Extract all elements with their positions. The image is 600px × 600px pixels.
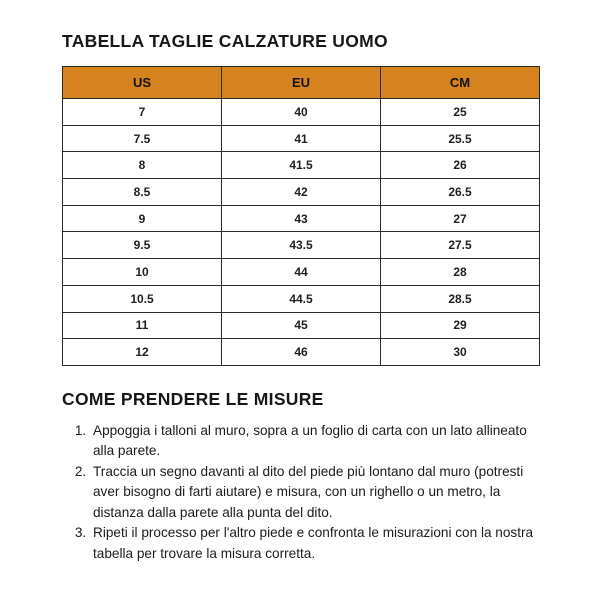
page-title: TABELLA TAGLIE CALZATURE UOMO xyxy=(62,31,388,51)
table-cell: 42 xyxy=(222,179,381,206)
section-title: COME PRENDERE LE MISURE xyxy=(62,388,324,409)
table-row xyxy=(63,152,540,179)
table-cell: 10 xyxy=(63,259,222,286)
table-row xyxy=(63,205,540,232)
table-row xyxy=(63,339,540,366)
table-cell: 45 xyxy=(222,312,381,339)
table-row xyxy=(63,99,540,126)
table-cell: 41 xyxy=(222,125,381,152)
table-cell: 28.5 xyxy=(381,285,540,312)
table-cell: 26 xyxy=(381,152,540,179)
table-row xyxy=(63,179,540,206)
table-cell: 12 xyxy=(63,339,222,366)
instruction-item: 2. Traccia un segno davanti al dito del piede più lontano dal muro (potresti aver bisogno di farti aiutare) e misura, con un righello o un metro, la distanza dalla parete alla punta del dito. xyxy=(90,462,540,524)
column-header-cm: CM xyxy=(381,67,540,99)
table-cell: 26.5 xyxy=(381,179,540,206)
table-cell: 8 xyxy=(63,152,222,179)
table-cell: 40 xyxy=(222,99,381,126)
instruction-item: 1. Appoggia i talloni al muro, sopra a un foglio di carta con un lato allineato alla parete. xyxy=(90,421,540,462)
table-cell: 7 xyxy=(63,99,222,126)
instruction-item: 3. Ripeti il processo per l'altro piede e confronta le misurazioni con la nostra tabella per trovare la misura corretta. xyxy=(90,523,540,564)
table-row xyxy=(63,312,540,339)
table-cell: 25 xyxy=(381,99,540,126)
column-header-eu: EU xyxy=(222,67,381,99)
size-table-body xyxy=(63,99,540,366)
table-cell: 11 xyxy=(63,312,222,339)
table-header-row xyxy=(63,67,540,99)
table-cell: 30 xyxy=(381,339,540,366)
table-cell: 25.5 xyxy=(381,125,540,152)
table-cell: 27.5 xyxy=(381,232,540,259)
table-cell: 44 xyxy=(222,259,381,286)
table-cell: 29 xyxy=(381,312,540,339)
table-cell: 44.5 xyxy=(222,285,381,312)
table-cell: 43 xyxy=(222,205,381,232)
table-cell: 9.5 xyxy=(63,232,222,259)
table-row xyxy=(63,285,540,312)
table-cell: 46 xyxy=(222,339,381,366)
table-cell: 27 xyxy=(381,205,540,232)
instructions-list xyxy=(62,421,540,565)
table-cell: 9 xyxy=(63,205,222,232)
table-cell: 28 xyxy=(381,259,540,286)
table-cell: 8.5 xyxy=(63,179,222,206)
table-row xyxy=(63,259,540,286)
table-row xyxy=(63,125,540,152)
table-cell: 10.5 xyxy=(63,285,222,312)
column-header-us: US xyxy=(63,67,222,99)
table-cell: 43.5 xyxy=(222,232,381,259)
table-cell: 41.5 xyxy=(222,152,381,179)
table-row xyxy=(63,232,540,259)
table-cell: 7.5 xyxy=(63,125,222,152)
size-table xyxy=(62,66,540,366)
